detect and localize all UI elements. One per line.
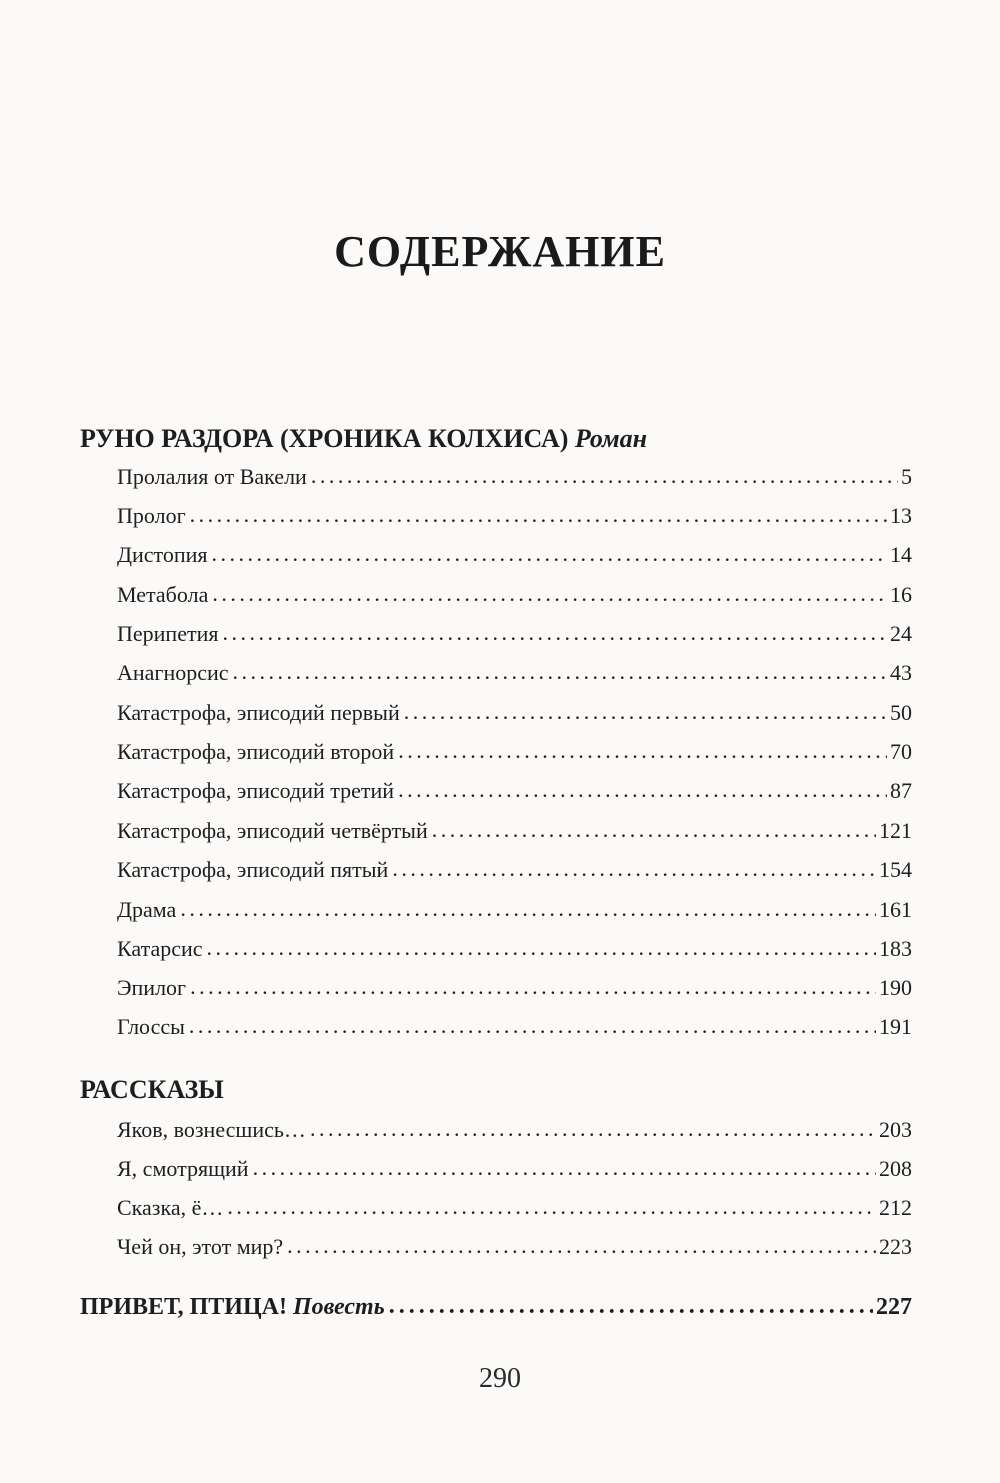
- toc-entry-page: 227: [876, 1294, 912, 1320]
- toc-entry[interactable]: [117, 1154, 912, 1184]
- toc-entry-title: Сказка, ё…: [117, 1195, 224, 1220]
- dot-leader: [404, 697, 887, 727]
- toc-entry-page: 154: [879, 857, 912, 882]
- toc-entry-title: Перипетия: [117, 621, 219, 646]
- dot-leader: [432, 815, 876, 845]
- toc-entry-title: Яков, вознесшись…: [117, 1117, 306, 1142]
- toc-entry-page: 14: [890, 542, 912, 567]
- section-subtitle: Роман: [574, 424, 648, 453]
- toc-entry-title: Катастрофа, эписодий второй: [117, 739, 395, 764]
- toc-entry-title: Чей он, этот мир?: [117, 1234, 284, 1259]
- toc-entry-title: Катарсис: [117, 936, 203, 961]
- toc-entry[interactable]: [117, 816, 912, 846]
- dot-leader: [222, 618, 887, 648]
- dot-leader: [311, 461, 898, 491]
- toc-entry-page: 203: [879, 1117, 912, 1142]
- toc-entry[interactable]: [117, 973, 912, 1003]
- section-heading-text: РАССКАЗЫ: [80, 1075, 224, 1104]
- toc-entry-page: 16: [890, 582, 912, 607]
- toc-entry[interactable]: [117, 1232, 912, 1262]
- toc-entry-page: 208: [879, 1156, 912, 1181]
- toc-entry[interactable]: [117, 698, 912, 728]
- section-heading-text: ПРИВЕТ, ПТИЦА!: [80, 1294, 287, 1320]
- toc-entry-page: 13: [890, 503, 912, 528]
- toc-entry[interactable]: [117, 934, 912, 964]
- toc-entry[interactable]: [117, 1115, 912, 1145]
- toc-entry-title: Эпилог: [117, 975, 187, 1000]
- dot-leader: [233, 657, 887, 687]
- dot-leader: [227, 1192, 876, 1222]
- page-number: 290: [479, 1363, 521, 1394]
- toc-entry-page: 183: [879, 936, 912, 961]
- toc-entry[interactable]: [117, 580, 912, 610]
- toc-entry-title: [80, 1292, 389, 1322]
- toc-entry-page: 190: [879, 975, 912, 1000]
- dot-leader: [392, 854, 876, 884]
- toc-entry-page: 161: [879, 897, 912, 922]
- toc-entry-title: Драма: [117, 897, 177, 922]
- toc-entry[interactable]: [117, 462, 912, 492]
- toc-entry-title: Глоссы: [117, 1014, 185, 1039]
- toc-entry-page: 121: [879, 818, 912, 843]
- toc-entry-privet-ptitsa[interactable]: [80, 1292, 912, 1322]
- toc-entry-page: 191: [879, 1014, 912, 1039]
- section-subtitle: Повесть: [292, 1294, 385, 1320]
- toc-entry-page: 24: [890, 621, 912, 646]
- dot-leader: [189, 1011, 876, 1041]
- toc-entry-page: 87: [890, 778, 912, 803]
- dot-leader: [190, 972, 876, 1002]
- toc-entry-title: Дистопия: [117, 542, 208, 567]
- toc-entry-page: 5: [901, 464, 912, 489]
- toc-entry-title: Я, смотрящий: [117, 1156, 249, 1181]
- toc-entry[interactable]: [117, 855, 912, 885]
- section-heading-rasskazy: [80, 1075, 912, 1105]
- toc-entry[interactable]: [117, 776, 912, 806]
- toc-entry[interactable]: [117, 658, 912, 688]
- dot-leader: [398, 736, 887, 766]
- toc-entry-title: Катастрофа, эписодий первый: [117, 700, 400, 725]
- toc-entry-page: 212: [879, 1195, 912, 1220]
- dot-leader: [180, 894, 876, 924]
- dot-leader: [389, 1291, 873, 1321]
- toc-entry-page: 50: [890, 700, 912, 725]
- toc-entry-page: 43: [890, 660, 912, 685]
- dot-leader: [398, 775, 887, 805]
- toc-entry[interactable]: [117, 737, 912, 767]
- toc-entry-page: 70: [890, 739, 912, 764]
- toc-entry[interactable]: [117, 895, 912, 925]
- toc-entry-title: Пролалия от Вакели: [117, 464, 307, 489]
- dot-leader: [190, 500, 887, 530]
- toc-entry-title: Катастрофа, эписодий четвёртый: [117, 818, 428, 843]
- toc-entry-title: Пролог: [117, 503, 186, 528]
- toc-entry[interactable]: [117, 1012, 912, 1042]
- toc-entry[interactable]: [117, 501, 912, 531]
- toc-entry[interactable]: [117, 1193, 912, 1223]
- section-heading-text: РУНО РАЗДОРА (ХРОНИКА КОЛХИСА): [80, 424, 569, 453]
- toc-entry[interactable]: [117, 619, 912, 649]
- dot-leader: [207, 933, 876, 963]
- toc-entry-page: 223: [879, 1234, 912, 1259]
- section-heading-runo: [80, 424, 912, 454]
- toc-entry-title: Катастрофа, эписодий пятый: [117, 857, 389, 882]
- toc-entry-title: Катастрофа, эписодий третий: [117, 778, 395, 803]
- dot-leader: [212, 579, 887, 609]
- dot-leader: [253, 1153, 876, 1183]
- toc-entry-title: Метабола: [117, 582, 209, 607]
- dot-leader: [287, 1231, 876, 1261]
- toc-entry-title: Анагнорсис: [117, 660, 229, 685]
- toc-entry[interactable]: [117, 540, 912, 570]
- dot-leader: [212, 539, 887, 569]
- dot-leader: [310, 1114, 876, 1144]
- page-title: СОДЕРЖАНИЕ: [334, 227, 666, 276]
